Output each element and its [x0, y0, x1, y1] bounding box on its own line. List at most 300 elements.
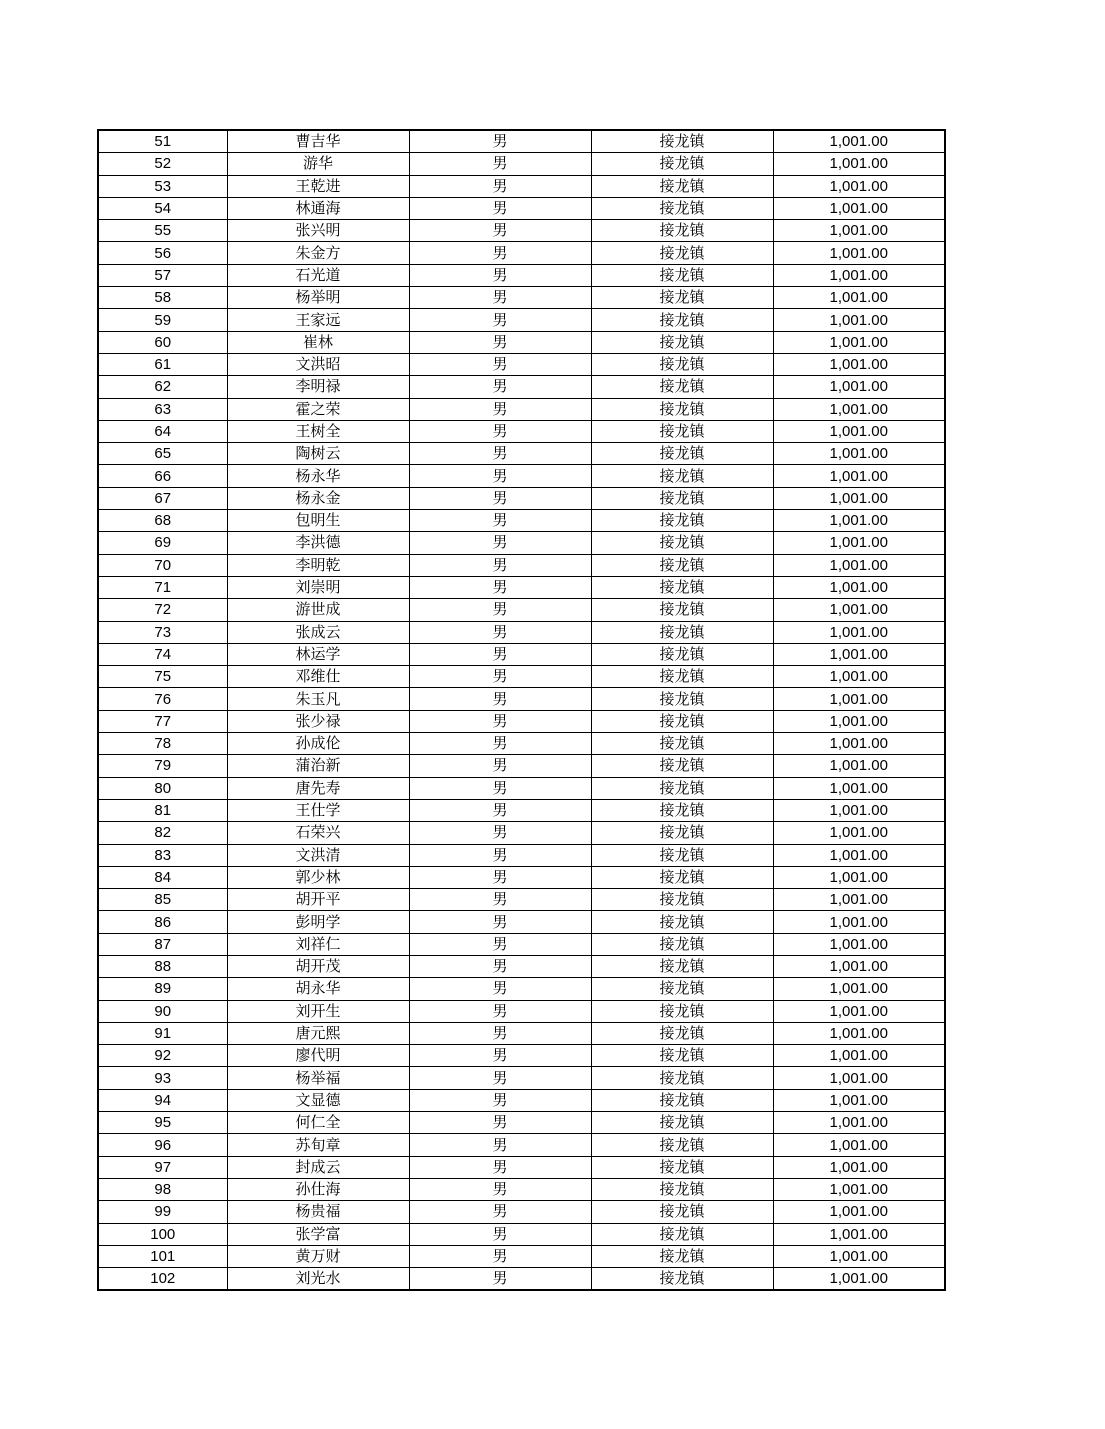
- table-row: [98, 1156, 945, 1178]
- table-row: [98, 510, 945, 532]
- name-cell: 唐先寿: [227, 777, 409, 799]
- row-index-cell: 78: [98, 733, 227, 755]
- amount-cell: 1,001.00: [773, 1268, 945, 1291]
- name-cell: 曹吉华: [227, 130, 409, 153]
- gender-cell: 男: [409, 510, 591, 532]
- table-row: [98, 1201, 945, 1223]
- name-cell: 苏旬章: [227, 1134, 409, 1156]
- name-cell: 彭明学: [227, 911, 409, 933]
- amount-cell: 1,001.00: [773, 799, 945, 821]
- row-index-cell: 88: [98, 955, 227, 977]
- row-index-cell: 63: [98, 398, 227, 420]
- amount-cell: 1,001.00: [773, 1000, 945, 1022]
- amount-cell: 1,001.00: [773, 554, 945, 576]
- row-index-cell: 58: [98, 287, 227, 309]
- row-index-cell: 89: [98, 978, 227, 1000]
- name-cell: 石荣兴: [227, 822, 409, 844]
- table-row: [98, 799, 945, 821]
- gender-cell: 男: [409, 443, 591, 465]
- name-cell: 张少禄: [227, 710, 409, 732]
- row-index-cell: 95: [98, 1112, 227, 1134]
- gender-cell: 男: [409, 242, 591, 264]
- gender-cell: 男: [409, 398, 591, 420]
- row-index-cell: 93: [98, 1067, 227, 1089]
- gender-cell: 男: [409, 955, 591, 977]
- gender-cell: 男: [409, 1201, 591, 1223]
- row-index-cell: 55: [98, 220, 227, 242]
- row-index-cell: 84: [98, 866, 227, 888]
- town-cell: 接龙镇: [591, 822, 773, 844]
- row-index-cell: 54: [98, 197, 227, 219]
- name-cell: 王仕学: [227, 799, 409, 821]
- name-cell: 刘崇明: [227, 576, 409, 598]
- row-index-cell: 87: [98, 933, 227, 955]
- table-row: [98, 287, 945, 309]
- row-index-cell: 85: [98, 889, 227, 911]
- amount-cell: 1,001.00: [773, 599, 945, 621]
- table-row: [98, 264, 945, 286]
- amount-cell: 1,001.00: [773, 398, 945, 420]
- town-cell: 接龙镇: [591, 1045, 773, 1067]
- amount-cell: 1,001.00: [773, 309, 945, 331]
- table-row: [98, 331, 945, 353]
- row-index-cell: 83: [98, 844, 227, 866]
- gender-cell: 男: [409, 1223, 591, 1245]
- row-index-cell: 86: [98, 911, 227, 933]
- row-index-cell: 76: [98, 688, 227, 710]
- town-cell: 接龙镇: [591, 933, 773, 955]
- row-index-cell: 51: [98, 130, 227, 153]
- town-cell: 接龙镇: [591, 666, 773, 688]
- table-row: [98, 955, 945, 977]
- name-cell: 游世成: [227, 599, 409, 621]
- name-cell: 李洪德: [227, 532, 409, 554]
- town-cell: 接龙镇: [591, 1223, 773, 1245]
- town-cell: 接龙镇: [591, 1112, 773, 1134]
- town-cell: 接龙镇: [591, 487, 773, 509]
- amount-cell: 1,001.00: [773, 710, 945, 732]
- table-row: [98, 220, 945, 242]
- row-index-cell: 72: [98, 599, 227, 621]
- table-row: [98, 1223, 945, 1245]
- name-cell: 李明禄: [227, 376, 409, 398]
- gender-cell: 男: [409, 866, 591, 888]
- gender-cell: 男: [409, 264, 591, 286]
- town-cell: 接龙镇: [591, 1201, 773, 1223]
- table-row: [98, 153, 945, 175]
- town-cell: 接龙镇: [591, 733, 773, 755]
- amount-cell: 1,001.00: [773, 1156, 945, 1178]
- gender-cell: 男: [409, 220, 591, 242]
- name-cell: 胡开平: [227, 889, 409, 911]
- table-row: [98, 443, 945, 465]
- town-cell: 接龙镇: [591, 376, 773, 398]
- town-cell: 接龙镇: [591, 1178, 773, 1200]
- town-cell: 接龙镇: [591, 532, 773, 554]
- amount-cell: 1,001.00: [773, 376, 945, 398]
- amount-cell: 1,001.00: [773, 866, 945, 888]
- amount-cell: 1,001.00: [773, 197, 945, 219]
- table-row: [98, 733, 945, 755]
- row-index-cell: 59: [98, 309, 227, 331]
- town-cell: 接龙镇: [591, 643, 773, 665]
- gender-cell: 男: [409, 688, 591, 710]
- amount-cell: 1,001.00: [773, 1089, 945, 1111]
- amount-cell: 1,001.00: [773, 264, 945, 286]
- gender-cell: 男: [409, 822, 591, 844]
- gender-cell: 男: [409, 1067, 591, 1089]
- town-cell: 接龙镇: [591, 331, 773, 353]
- town-cell: 接龙镇: [591, 398, 773, 420]
- amount-cell: 1,001.00: [773, 978, 945, 1000]
- amount-cell: 1,001.00: [773, 287, 945, 309]
- row-index-cell: 90: [98, 1000, 227, 1022]
- name-cell: 王家远: [227, 309, 409, 331]
- town-cell: 接龙镇: [591, 1000, 773, 1022]
- amount-cell: 1,001.00: [773, 844, 945, 866]
- gender-cell: 男: [409, 576, 591, 598]
- row-index-cell: 62: [98, 376, 227, 398]
- gender-cell: 男: [409, 197, 591, 219]
- amount-cell: 1,001.00: [773, 666, 945, 688]
- name-cell: 林运学: [227, 643, 409, 665]
- gender-cell: 男: [409, 666, 591, 688]
- amount-cell: 1,001.00: [773, 353, 945, 375]
- town-cell: 接龙镇: [591, 1022, 773, 1044]
- table-row: [98, 1112, 945, 1134]
- town-cell: 接龙镇: [591, 197, 773, 219]
- table-row: [98, 1178, 945, 1200]
- name-cell: 王树全: [227, 420, 409, 442]
- row-index-cell: 57: [98, 264, 227, 286]
- amount-cell: 1,001.00: [773, 175, 945, 197]
- town-cell: 接龙镇: [591, 1268, 773, 1291]
- name-cell: 孙仕海: [227, 1178, 409, 1200]
- name-cell: 崔林: [227, 331, 409, 353]
- row-index-cell: 71: [98, 576, 227, 598]
- row-index-cell: 79: [98, 755, 227, 777]
- amount-cell: 1,001.00: [773, 153, 945, 175]
- table-row: [98, 353, 945, 375]
- table-row: [98, 130, 945, 153]
- town-cell: 接龙镇: [591, 866, 773, 888]
- row-index-cell: 101: [98, 1245, 227, 1267]
- town-cell: 接龙镇: [591, 844, 773, 866]
- gender-cell: 男: [409, 309, 591, 331]
- amount-cell: 1,001.00: [773, 510, 945, 532]
- name-cell: 廖代明: [227, 1045, 409, 1067]
- name-cell: 王乾进: [227, 175, 409, 197]
- town-cell: 接龙镇: [591, 554, 773, 576]
- amount-cell: 1,001.00: [773, 420, 945, 442]
- town-cell: 接龙镇: [591, 576, 773, 598]
- town-cell: 接龙镇: [591, 799, 773, 821]
- table-row: [98, 777, 945, 799]
- table-row: [98, 532, 945, 554]
- town-cell: 接龙镇: [591, 688, 773, 710]
- name-cell: 蒲治新: [227, 755, 409, 777]
- amount-cell: 1,001.00: [773, 576, 945, 598]
- row-index-cell: 70: [98, 554, 227, 576]
- town-cell: 接龙镇: [591, 1134, 773, 1156]
- amount-cell: 1,001.00: [773, 933, 945, 955]
- table-row: [98, 398, 945, 420]
- row-index-cell: 77: [98, 710, 227, 732]
- row-index-cell: 66: [98, 465, 227, 487]
- town-cell: 接龙镇: [591, 777, 773, 799]
- row-index-cell: 69: [98, 532, 227, 554]
- table-row: [98, 1245, 945, 1267]
- table-row: [98, 621, 945, 643]
- name-cell: 杨贵福: [227, 1201, 409, 1223]
- town-cell: 接龙镇: [591, 264, 773, 286]
- amount-cell: 1,001.00: [773, 643, 945, 665]
- gender-cell: 男: [409, 933, 591, 955]
- gender-cell: 男: [409, 1000, 591, 1022]
- amount-cell: 1,001.00: [773, 487, 945, 509]
- gender-cell: 男: [409, 889, 591, 911]
- town-cell: 接龙镇: [591, 755, 773, 777]
- row-index-cell: 56: [98, 242, 227, 264]
- table-row: [98, 1089, 945, 1111]
- amount-cell: 1,001.00: [773, 331, 945, 353]
- town-cell: 接龙镇: [591, 599, 773, 621]
- row-index-cell: 91: [98, 1022, 227, 1044]
- gender-cell: 男: [409, 1045, 591, 1067]
- gender-cell: 男: [409, 153, 591, 175]
- table-row: [98, 576, 945, 598]
- row-index-cell: 52: [98, 153, 227, 175]
- amount-cell: 1,001.00: [773, 1201, 945, 1223]
- town-cell: 接龙镇: [591, 287, 773, 309]
- gender-cell: 男: [409, 465, 591, 487]
- table-row: [98, 933, 945, 955]
- name-cell: 杨永金: [227, 487, 409, 509]
- table-row: [98, 1000, 945, 1022]
- gender-cell: 男: [409, 844, 591, 866]
- town-cell: 接龙镇: [591, 175, 773, 197]
- gender-cell: 男: [409, 777, 591, 799]
- amount-cell: 1,001.00: [773, 1045, 945, 1067]
- row-index-cell: 81: [98, 799, 227, 821]
- amount-cell: 1,001.00: [773, 1178, 945, 1200]
- amount-cell: 1,001.00: [773, 220, 945, 242]
- table-row: [98, 465, 945, 487]
- name-cell: 黄万财: [227, 1245, 409, 1267]
- name-cell: 林通海: [227, 197, 409, 219]
- town-cell: 接龙镇: [591, 130, 773, 153]
- name-cell: 朱金方: [227, 242, 409, 264]
- gender-cell: 男: [409, 353, 591, 375]
- table-row: [98, 688, 945, 710]
- name-cell: 文显德: [227, 1089, 409, 1111]
- name-cell: 杨举明: [227, 287, 409, 309]
- town-cell: 接龙镇: [591, 978, 773, 1000]
- table-row: [98, 1067, 945, 1089]
- name-cell: 张学富: [227, 1223, 409, 1245]
- table-row: [98, 376, 945, 398]
- town-cell: 接龙镇: [591, 242, 773, 264]
- gender-cell: 男: [409, 710, 591, 732]
- town-cell: 接龙镇: [591, 1067, 773, 1089]
- gender-cell: 男: [409, 1112, 591, 1134]
- row-index-cell: 100: [98, 1223, 227, 1245]
- row-index-cell: 82: [98, 822, 227, 844]
- data-table: [97, 129, 946, 1291]
- gender-cell: 男: [409, 1156, 591, 1178]
- row-index-cell: 61: [98, 353, 227, 375]
- town-cell: 接龙镇: [591, 309, 773, 331]
- gender-cell: 男: [409, 978, 591, 1000]
- town-cell: 接龙镇: [591, 220, 773, 242]
- table-row: [98, 554, 945, 576]
- town-cell: 接龙镇: [591, 889, 773, 911]
- name-cell: 杨举福: [227, 1067, 409, 1089]
- name-cell: 文洪清: [227, 844, 409, 866]
- name-cell: 何仁全: [227, 1112, 409, 1134]
- table-body: [98, 130, 945, 1290]
- row-index-cell: 53: [98, 175, 227, 197]
- amount-cell: 1,001.00: [773, 130, 945, 153]
- table-row: [98, 420, 945, 442]
- town-cell: 接龙镇: [591, 710, 773, 732]
- row-index-cell: 73: [98, 621, 227, 643]
- name-cell: 刘祥仁: [227, 933, 409, 955]
- gender-cell: 男: [409, 287, 591, 309]
- row-index-cell: 64: [98, 420, 227, 442]
- amount-cell: 1,001.00: [773, 755, 945, 777]
- row-index-cell: 80: [98, 777, 227, 799]
- gender-cell: 男: [409, 755, 591, 777]
- gender-cell: 男: [409, 376, 591, 398]
- name-cell: 刘光水: [227, 1268, 409, 1291]
- table-row: [98, 1268, 945, 1291]
- amount-cell: 1,001.00: [773, 889, 945, 911]
- town-cell: 接龙镇: [591, 443, 773, 465]
- table-row: [98, 911, 945, 933]
- table-row: [98, 666, 945, 688]
- row-index-cell: 94: [98, 1089, 227, 1111]
- amount-cell: 1,001.00: [773, 621, 945, 643]
- gender-cell: 男: [409, 1178, 591, 1200]
- name-cell: 文洪昭: [227, 353, 409, 375]
- town-cell: 接龙镇: [591, 465, 773, 487]
- gender-cell: 男: [409, 1245, 591, 1267]
- town-cell: 接龙镇: [591, 911, 773, 933]
- name-cell: 石光道: [227, 264, 409, 286]
- name-cell: 邓维仕: [227, 666, 409, 688]
- name-cell: 包明生: [227, 510, 409, 532]
- amount-cell: 1,001.00: [773, 1223, 945, 1245]
- gender-cell: 男: [409, 643, 591, 665]
- row-index-cell: 67: [98, 487, 227, 509]
- amount-cell: 1,001.00: [773, 688, 945, 710]
- table-row: [98, 1045, 945, 1067]
- amount-cell: 1,001.00: [773, 465, 945, 487]
- gender-cell: 男: [409, 487, 591, 509]
- gender-cell: 男: [409, 175, 591, 197]
- amount-cell: 1,001.00: [773, 1245, 945, 1267]
- table-row: [98, 1134, 945, 1156]
- gender-cell: 男: [409, 1022, 591, 1044]
- gender-cell: 男: [409, 1268, 591, 1291]
- name-cell: 朱玉凡: [227, 688, 409, 710]
- table-row: [98, 866, 945, 888]
- table-row: [98, 599, 945, 621]
- gender-cell: 男: [409, 1134, 591, 1156]
- amount-cell: 1,001.00: [773, 1022, 945, 1044]
- gender-cell: 男: [409, 420, 591, 442]
- gender-cell: 男: [409, 554, 591, 576]
- gender-cell: 男: [409, 911, 591, 933]
- table-row: [98, 643, 945, 665]
- table-row: [98, 487, 945, 509]
- amount-cell: 1,001.00: [773, 777, 945, 799]
- row-index-cell: 75: [98, 666, 227, 688]
- amount-cell: 1,001.00: [773, 733, 945, 755]
- table-row: [98, 309, 945, 331]
- name-cell: 张兴明: [227, 220, 409, 242]
- table-row: [98, 755, 945, 777]
- name-cell: 胡开茂: [227, 955, 409, 977]
- town-cell: 接龙镇: [591, 1156, 773, 1178]
- amount-cell: 1,001.00: [773, 911, 945, 933]
- gender-cell: 男: [409, 1089, 591, 1111]
- name-cell: 唐元熙: [227, 1022, 409, 1044]
- town-cell: 接龙镇: [591, 621, 773, 643]
- town-cell: 接龙镇: [591, 955, 773, 977]
- gender-cell: 男: [409, 621, 591, 643]
- amount-cell: 1,001.00: [773, 1134, 945, 1156]
- amount-cell: 1,001.00: [773, 822, 945, 844]
- name-cell: 霍之荣: [227, 398, 409, 420]
- name-cell: 郭少林: [227, 866, 409, 888]
- town-cell: 接龙镇: [591, 153, 773, 175]
- amount-cell: 1,001.00: [773, 443, 945, 465]
- table-row: [98, 822, 945, 844]
- town-cell: 接龙镇: [591, 420, 773, 442]
- name-cell: 封成云: [227, 1156, 409, 1178]
- amount-cell: 1,001.00: [773, 955, 945, 977]
- row-index-cell: 96: [98, 1134, 227, 1156]
- amount-cell: 1,001.00: [773, 242, 945, 264]
- gender-cell: 男: [409, 532, 591, 554]
- gender-cell: 男: [409, 733, 591, 755]
- gender-cell: 男: [409, 799, 591, 821]
- row-index-cell: 102: [98, 1268, 227, 1291]
- table-row: [98, 1022, 945, 1044]
- name-cell: 游华: [227, 153, 409, 175]
- gender-cell: 男: [409, 130, 591, 153]
- amount-cell: 1,001.00: [773, 532, 945, 554]
- name-cell: 李明乾: [227, 554, 409, 576]
- town-cell: 接龙镇: [591, 1245, 773, 1267]
- row-index-cell: 97: [98, 1156, 227, 1178]
- row-index-cell: 65: [98, 443, 227, 465]
- amount-cell: 1,001.00: [773, 1067, 945, 1089]
- gender-cell: 男: [409, 599, 591, 621]
- table-row: [98, 242, 945, 264]
- name-cell: 胡永华: [227, 978, 409, 1000]
- row-index-cell: 92: [98, 1045, 227, 1067]
- row-index-cell: 60: [98, 331, 227, 353]
- table-row: [98, 844, 945, 866]
- name-cell: 张成云: [227, 621, 409, 643]
- table-row: [98, 175, 945, 197]
- row-index-cell: 99: [98, 1201, 227, 1223]
- row-index-cell: 74: [98, 643, 227, 665]
- town-cell: 接龙镇: [591, 510, 773, 532]
